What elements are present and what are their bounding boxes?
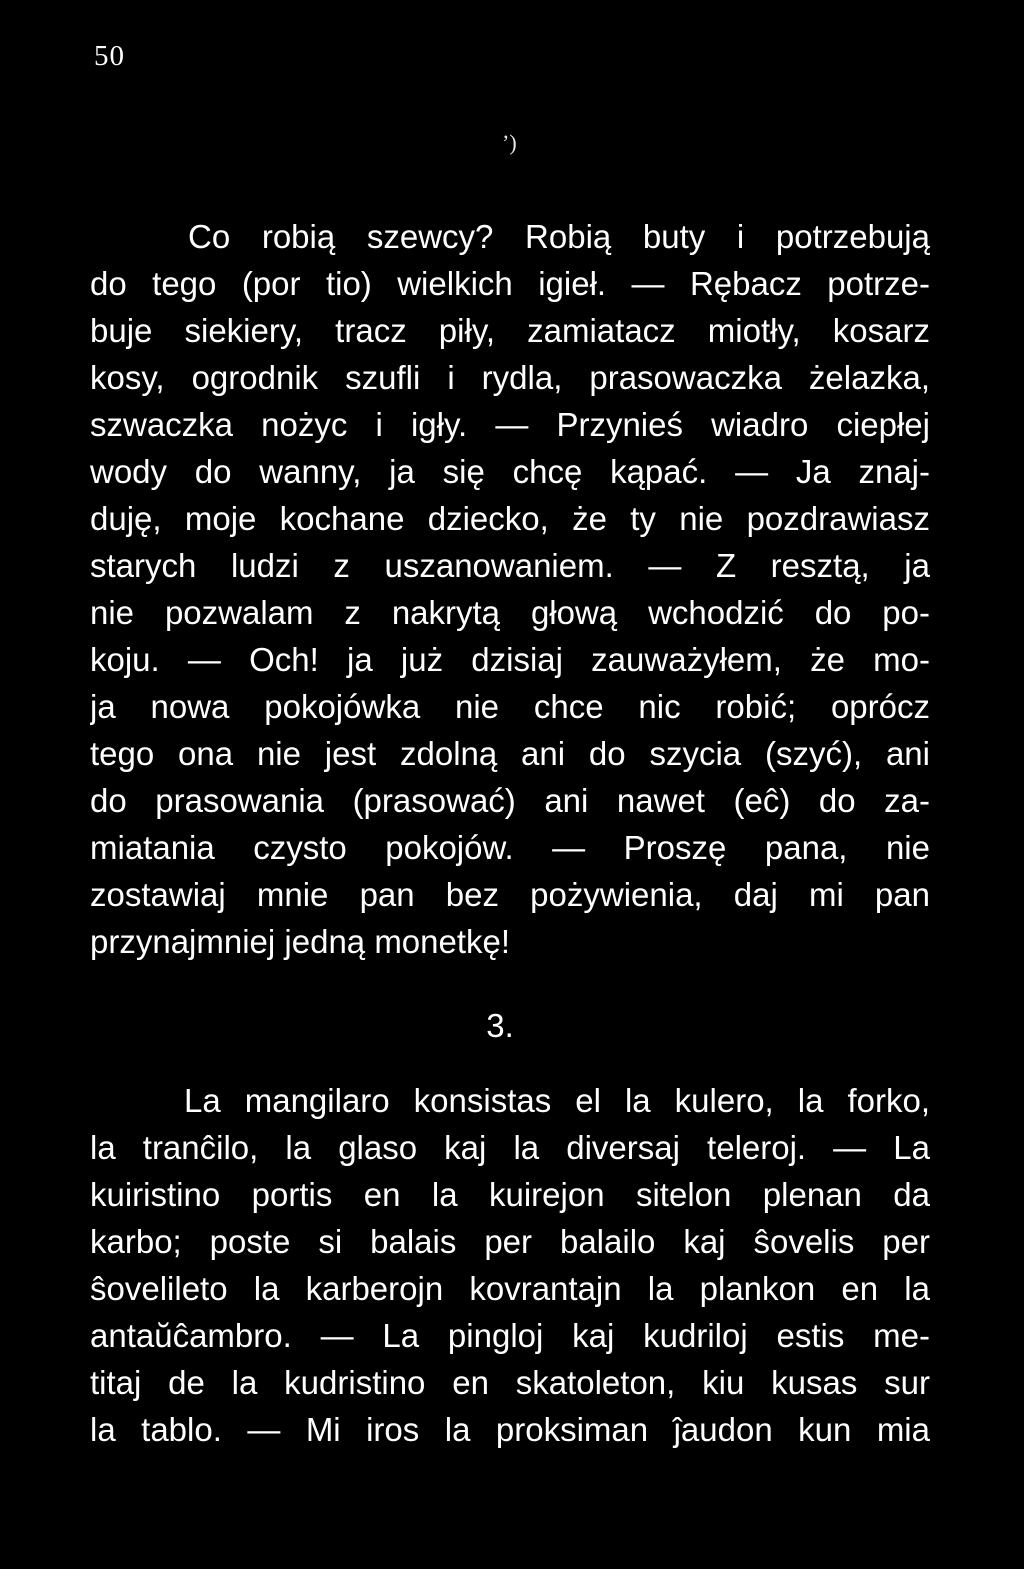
text-line: Co robią szewcy? Robią buty i potrzebują: [188, 218, 930, 255]
text-line: la tranĉilo, la glaso kaj la diversaj teleroj. — La: [90, 1129, 930, 1166]
text-line: tego ona nie jest zdolną ani do szycia (szyć), ani: [90, 735, 930, 772]
section-number-label: 3.: [486, 1007, 514, 1044]
text-line: zostawiaj mnie pan bez pożywienia, daj mi pan: [90, 876, 930, 913]
text-line: do tego (por tio) wielkich igieł. — Rębacz potrze-: [90, 265, 930, 302]
paragraph-polish: [90, 213, 930, 965]
text-line: miatania czysto pokojów. — Proszę pana, nie: [90, 829, 930, 866]
text-line: ja nowa pokojówka nie chce nic robić; oprócz: [90, 688, 930, 725]
text-line: ŝovelileto la karberojn kovrantajn la plankon en la: [90, 1270, 930, 1307]
text-line: karbo; poste si balais per balailo kaj ŝovelis per: [90, 1223, 930, 1260]
text-line: titaj de la kudristino en skatoleton, kiu kusas sur: [90, 1364, 930, 1401]
text-line: buje siekiery, tracz piły, zamiatacz miotły, kosarz: [90, 312, 930, 349]
stray-print-mark: ’): [502, 130, 517, 155]
text-line: nie pozwalam z nakrytą głową wchodzić do po-: [90, 594, 930, 631]
paragraph-esperanto: [90, 1077, 930, 1453]
text-line: duję, moje kochane dziecko, że ty nie pozdrawiasz: [90, 500, 930, 537]
text-line: starych ludzi z uszanowaniem. — Z resztą, ja: [90, 547, 930, 584]
text-line: koju. — Och! ja już dzisiaj zauważyłem, że mo-: [90, 641, 930, 678]
text-line: wody do wanny, ja się chcę kąpać. — Ja znaj-: [90, 453, 930, 490]
text-line: La mangilaro konsistas el la kulero, la forko,: [184, 1082, 930, 1119]
text-line: la tablo. — Mi iros la proksiman ĵaudon kun mia: [90, 1411, 930, 1448]
text-line: antaŭĉambro. — La pingloj kaj kudriloj estis me-: [90, 1317, 930, 1354]
page-number: 50: [94, 40, 125, 72]
text-line: kuiristino portis en la kuirejon sitelon plenan da: [90, 1176, 930, 1213]
section-number: [0, 1002, 1024, 1049]
text-line: przynajmniej jedną monetkę!: [90, 923, 511, 960]
text-line: szwaczka nożyc i igły. — Przynieś wiadro ciepłej: [90, 406, 930, 443]
text-line: do prasowania (prasować) ani nawet (eĉ) do za-: [90, 782, 930, 819]
text-line: kosy, ogrodnik szufli i rydla, prasowaczka żelazka,: [90, 359, 930, 396]
